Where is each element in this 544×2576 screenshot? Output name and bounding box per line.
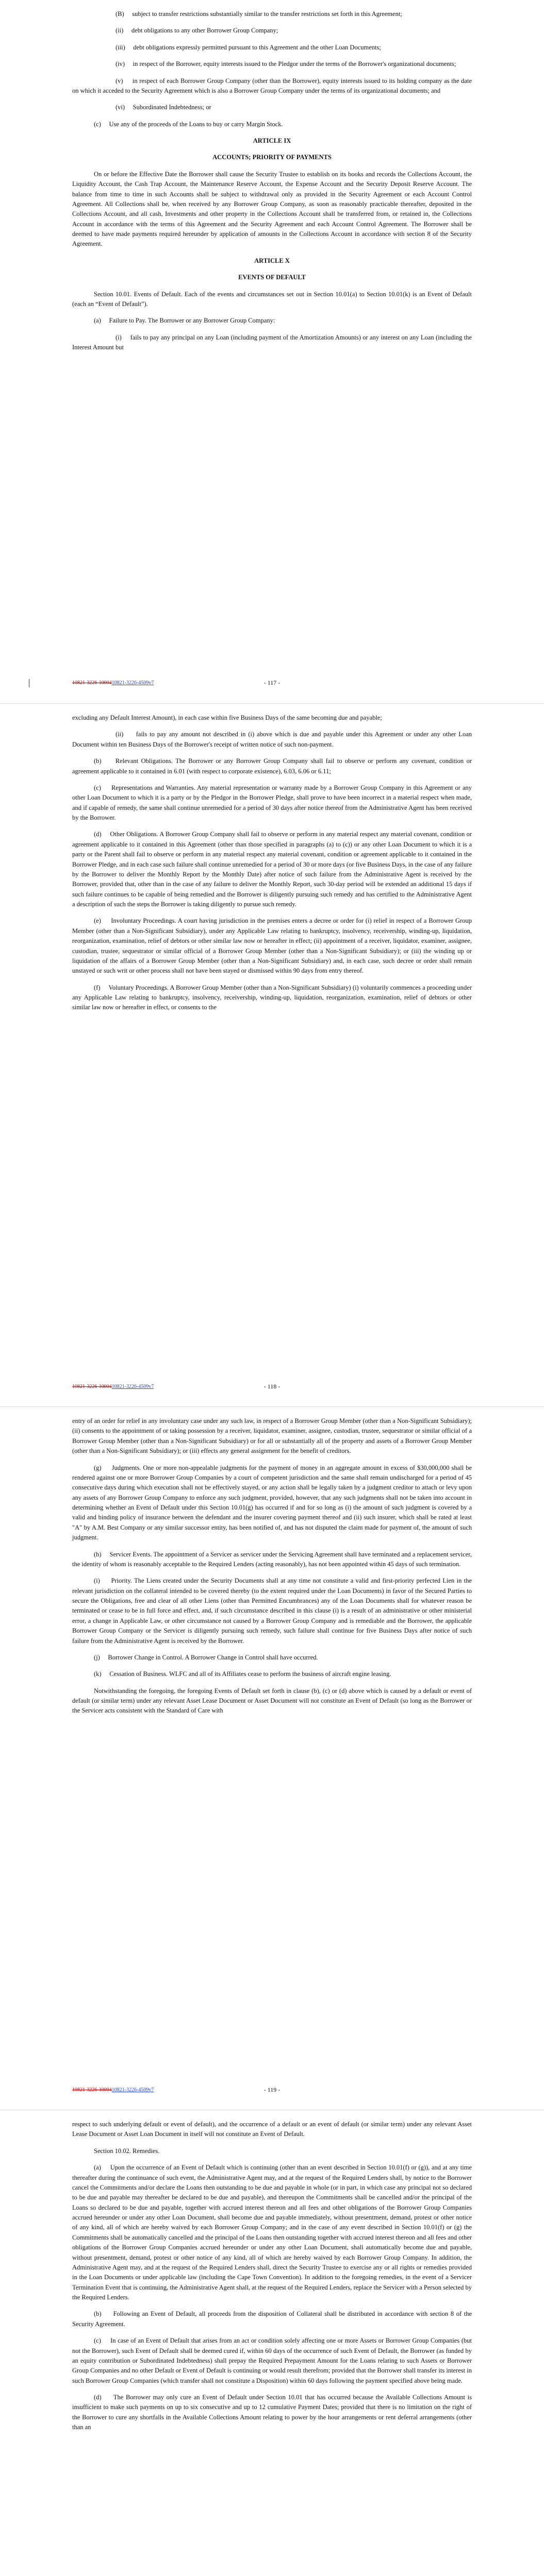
clause-f-voluntary-proceedings: (f) Voluntary Proceedings. A Borrower Group Member (other than a Non-Significant Subsidiary) (i) voluntarily commences a proceeding under any Applicable Law relating to bankruptcy, insolvency, receivership, winding-up, liquidation, reorganization, examination, relief of debtors or other similar law now or hereafter in effect, or consents to the [72, 984, 472, 1011]
page-number: - 117 - [263, 679, 281, 686]
page-number: - 119 - [263, 2086, 281, 2093]
clause-d-other-obligations: (d) Other Obligations. A Borrower Group Company shall fail to observe or perform in any material respect any material covenant, condition or agreement applicable to it contained in this Agreement (other than those specified in paragraphs (a) to (c)) or any other Loan Document to which it is a party or the Parent shall fail to observe or perform in any material respect any material covenant, condition or agreement applicable to it contained in the Borrower Pledge, and in each case such failure shall continue unremedied for a period of 30 or more days (or five Business Days, in the case of any failure by the Borrower to deliver the Monthly Report by the Monthly Date) after notice of such failure from the Administrative Agent is received by the Borrower, provided that, other than in the case of any failure to deliver the Monthly Report, such 30-day period will be extended an additional 15 days if such failure continues to be capable of being remedied and the Borrower is diligently pursuing such remedy and has certified to the Administrative Agent a description of such the steps the Borrower is taking diligently to pursue such remedy. [72, 831, 472, 908]
clause-v-equity-holding-company: (v) in respect of each Borrower Group Company (other than the Borrower), equity interests issued to its holding company as the date on which it acceded to the Security Agreement which is also a Borrower Group Company under the terms of its organizational documents; and [72, 77, 472, 94]
clause-c-representations: (c) Representations and Warranties. Any material representation or warranty made by a Borrower Group Company in this Agreement or any other Loan Document to which it is a party or by the Pledgor in the Borrower Pledge, shall prove to have been incorrect in a material respect when made, and if capable of remedy, the same shall continue unremedied for a period of 30 days after notice thereof from the Administrative Agent has been received by the Borrower. [72, 784, 472, 821]
inserted-document-id: 10821-3226-4509v7 [111, 680, 154, 686]
deleted-document-id: 10821-3226-10004 [72, 2087, 112, 2093]
clause-d-collections-shortfall-cure: (d) The Borrower may only cure an Event of Default under Section 10.01 that has occurred because the Available Collections Amount is insufficient to make such payments on up to six consecutive and up to 12 cumulative Payment Dates; provided that there is no limitation on the right of the Borrower to cure any shortfalls in the Available Collections Amount relating to power by the hour arrangements or rent deferral arrangements (other than an [72, 2394, 472, 2431]
clause-a-acceleration: (a) Upon the occurrence of an Event of Default which is continuing (other than an event described in Section 10.01(f) or (g)), and at any time thereafter during the continuance of such event, the Administrative Agent may, and at the request of the Required Lenders shall, by notice to the Borrower cancel the Commitments and/or declare the Loans then outstanding to be due and payable in whole (or in part, in which case any principal not so declared to be due and payable may thereafter be declared to be due and payable), and thereupon the Commitments shall be cancelled and/or the principal of the Loans so declared to be due and payable, together with accrued interest thereon and all fees and other obligations of the Borrower Group Companies accrued hereunder or under any other Loan Document, shall become due and payable immediately, without presentment, demand, protest or other notice of any kind, all of which are hereby waived by each Borrower Group Company; and in the case of any event described in Section 10.01(f) or (g) the Commitments shall be automatically cancelled and the principal of the Loans then outstanding together with accrued interest thereon and all fees and other obligations of the Borrower Group Companies accrued hereunder or under any other Loan Document, shall automatically become due and payable, without presentment, demand, protest or other notice of any kind, all of which are hereby waived by each Borrower Group Company. In addition, the Administrative Agent may, and at the request of the Required Lenders shall, direct the Security Trustee to exercise any or all rights or remedies provided in the Loan Documents or under applicable law (including the Cape Town Convention). In addition to the foregoing remedies, in the event of a Servicer Termination Event that is continuing, the Administrative Agent shall, at the request of the Required Lenders, replace the Servicer with a Person selected by the Required Lenders. [72, 2164, 472, 2301]
notwithstanding-paragraph: Notwithstanding the foregoing, the foregoing Events of Default set forth in clause (b), (c) or (d) above which is caused by a default or event of default (or similar term) under any relevant Asset Lease Document or Asset Document will not constitute an Event of Default (so long as the Borrower or the Servicer acts consistent with the Standard of Care with [72, 1687, 472, 1715]
page-number: - 118 - [263, 1383, 281, 1390]
clause-h-servicer-events: (h) Servicer Events. The appointment of a Servicer as servicer under the Servicing Agreement shall have terminated and a replacement servicer, the identity of whom is reasonably acceptable to the Required Lenders (acting reasonably), has not been appointed within 45 days of such termination. [72, 1550, 472, 1568]
article-ix-heading: ARTICLE IX [253, 137, 291, 144]
clause-j-change-in-control: (j) Borrower Change in Control. A Borrower Change in Control shall have occurred. [94, 1653, 318, 1661]
document-page-119 [0, 1406, 544, 2110]
clause-vi-subordinated-debt: (vi) Subordinated Indebtedness; or [116, 104, 211, 111]
clause-ii-other-amounts: (ii) fails to pay any amount not described in (i) above which is due and payable under this Agreement or under any other Loan Document within ten Business Days of the Borrower's receipt of written notice of such non-payment. [72, 731, 472, 748]
clause-e-involuntary-proceedings: (e) Involuntary Proceedings. A court having jurisdiction in the premises enters a decree or order for (i) relief in respect of a Borrower Group Member (other than a Non-Significant Subsidiary), under any Applicable Law relating to bankruptcy, insolvency, receivership, winding-up, liquidation, reorganization, examination, relief of debtors or other similar law now or hereafter in effect; (ii) appointment of a receiver, liquidator, examiner, assignee, custodian, trustee, sequestrator or similar official of a Borrower Group Member (other than a Non-Significant Subsidiary); or (iii) the winding up or liquidation of the affairs of a Borrower Group Member (other than a Non-Significant Subsidiary) and, in each case, such decree or order shall remain unstayed or such writ or other process shall not have been stayed or dismissed within 90 days from entry thereof. [72, 917, 472, 975]
clause-a-failure-to-pay: (a) Failure to Pay. The Borrower or any Borrower Group Company: [94, 317, 275, 325]
page-body [72, 9, 472, 359]
clause-b-proceeds-distribution: (b) Following an Event of Default, all proceeds from the disposition of Collateral shall be distributed in accordance with section 8 of the Security Agreement. [72, 2310, 472, 2328]
clause-iv-equity-pledgor: (iv) in respect of the Borrower, equity interests issued to the Pledgor under the terms of the Borrower's organizational documents; [116, 60, 456, 68]
inserted-document-id: 10821-3226-4509v7 [111, 2087, 154, 2093]
notwithstanding-continuation: respect to such underlying default or event of default), and the occurrence of a default or an event of default (or similar term) under any relevant Asset Lease Document or Asset Loan Document in itself will not constitute an Event of Default. [72, 2121, 472, 2138]
clause-b-transfer-restrictions: (B) subject to transfer restrictions substantially similar to the transfer restrictions set forth in this Agreement; [116, 10, 402, 18]
inserted-document-id: 10821-3226-4509v7 [111, 1384, 154, 1389]
clause-c-margin-stock: (c) Use any of the proceeds of the Loans to buy or carry Margin Stock. [94, 120, 283, 128]
page-body [72, 1416, 472, 1723]
clause-i-continuation: excluding any Default Interest Amount), in each case within five Business Days of the same becoming due and payable; [72, 714, 382, 721]
page-body [72, 713, 472, 1020]
clause-i-principal-interest: (i) fails to pay any principal on any Loan (including payment of the Amortization Amounts) or any interest on any Loan (including the Interest Amount but [72, 333, 472, 351]
page-footer [0, 1383, 544, 1393]
clause-iii-permitted-debt: (iii) debt obligations expressly permitted pursuant to this Agreement and the other Loan Documents; [116, 43, 381, 51]
clause-b-relevant-obligations: (b) Relevant Obligations. The Borrower or any Borrower Group Company shall fail to observe or perform any covenant, condition or agreement applicable to it contained in 6.01 (with respect to corporate existence), 6.03, 6.06 or 6.11; [72, 757, 472, 775]
page-body [72, 2120, 472, 2439]
clause-k-cessation-of-business: (k) Cessation of Business. WLFC and all of its Affiliates cease to perform the business of aircraft engine leasing. [94, 1670, 391, 1678]
clause-i-priority: (i) Priority. The Liens created under the Security Documents shall at any time not constitute a valid and first-priority perfected Lien in the relevant jurisdiction on the collateral intended to be covered thereby (to the extent required under the Loan Documents) in favor of the Secured Parties to secure the Obligations, free and clear of all other Liens (other than Permitted Encumbrances) any of the Loan Documents shall for whatever reason be terminated or cease to be in full force and effect, and, if such circumstance described in this clause (i) is a result of an administrative or other ministerial error, a change in Applicable Law, or other circumstance not caused by a Borrower Group Company and is remediable and the Borrower, the applicable Borrower Group Company or the Servicer is diligently pursuing such remedy, such failure shall continue for five Business Days after notice of such failure from the Administrative Agent is received by the Borrower. [72, 1577, 472, 1645]
document-page-117 [0, 0, 544, 703]
clause-c-cure-rights: (c) In case of an Event of Default that arises from an act or condition solely affecting one or more Assets or Borrower Group Companies (but not the Borrower), such Event of Default shall be deemed cured if, within 60 days of the occurrence of such Event of Default, the Borrower (as funded by an equity contribution or Subordinated Indebtedness) shall prepay the Required Prepayment Amount for the Loans relating to such Assets or Borrower Group Companies and no other Default or Event of Default is continuing or would result therefrom; provided that the Borrower shall transfer its interest in such Borrower Group Companies (which transfer shall not constitute a Disposition) within 60 days following the payment specified above being made. [72, 2337, 472, 2384]
section-10-01-events-of-default: Section 10.01. Events of Default. Each of the events and circumstances set out in Section 10.01(a) to Section 10.01(k) is an Event of Default (each an “Event of Default”). [72, 290, 472, 308]
deleted-document-id: 10821-3226-10004 [72, 1384, 112, 1389]
deleted-document-id: 10821-3226-10004 [72, 680, 112, 686]
page-footer [0, 679, 544, 689]
accounts-paragraph: On or before the Effective Date the Borrower shall cause the Security Trustee to establish on its books and records the Collections Account, the Liquidity Account, the Cash Trap Account, the Maintenance Reserve Account, the Expense Account and the Security Deposit Reserve Account. The balance from time to time in such Accounts shall be subject to withdrawal only as provided in the Security Agreement or each Account Control Agreement. All Collections shall be, when received by any Borrower Group Company, as soon as reasonably practicable thereafter, deposited in the Collections Account, and all cash, Investments and other property in the Collections Account shall be transferred from, or retained in, the Collections Account in accordance with the terms of this Agreement and the Security Agreement and each Account Control Agreement. The Borrower shall be deemed to have made payments required hereunder by application of amounts in the Collections Account in accordance with section 8 of the Security Agreement. [72, 170, 472, 248]
clause-ii-debt-obligations: (ii) debt obligations to any other Borrower Group Company; [116, 27, 278, 35]
article-x-heading: ARTICLE X [254, 257, 290, 264]
page-footer [0, 2086, 544, 2096]
article-ix-title: ACCOUNTS; PRIORITY OF PAYMENTS [212, 154, 332, 161]
section-10-02-remedies: Section 10.02. Remedies. [94, 2147, 160, 2155]
article-x-title: EVENTS OF DEFAULT [238, 274, 306, 281]
document-page-118 [0, 703, 544, 1407]
document-page-120 [0, 2110, 544, 2576]
clause-f-continuation: entry of an order for relief in any involuntary case under any such law, in respect of a Borrower Group Member (other than a Non-Significant Subsidiary); (ii) consents to the appointment of or taking possession by a receiver, liquidator, examiner, assignee, custodian, trustee, sequestrator or similar official of a Borrower Group Member (other than a Non-Significant Subsidiary) or for all or substantially all of the property and assets of a Borrower Group Member (other than a Non-Significant Subsidiary); or (iii) effects any general assignment for the benefit of creditors. [72, 1417, 472, 1455]
clause-g-judgments: (g) Judgments. One or more non-appealable judgments for the payment of money in an aggregate amount in excess of $30,000,000 shall be rendered against one or more Borrower Group Companies by a court of competent jurisdiction and the same shall remain undischarged for a period of 45 consecutive days during which execution shall not be effectively stayed, or any action shall be legally taken by a judgment creditor to attach or levy upon any assets of any Borrower Group Company to enforce any such judgment, provided, however, that any such judgments shall not be taken into account in determining whether an Event of Default under this Section 10.01(g) has occurred if and for so long as (i) the amount of such judgment is covered by a valid and binding policy of insurance between the defendant and the insurer covering payment thereof and (ii) such insurer, which shall be rated at least "A" by A.M. Best Company or any similar successor entity, has been notified of, and has not disputed the claim made for payment of, the amount of such judgment. [72, 1464, 472, 1541]
